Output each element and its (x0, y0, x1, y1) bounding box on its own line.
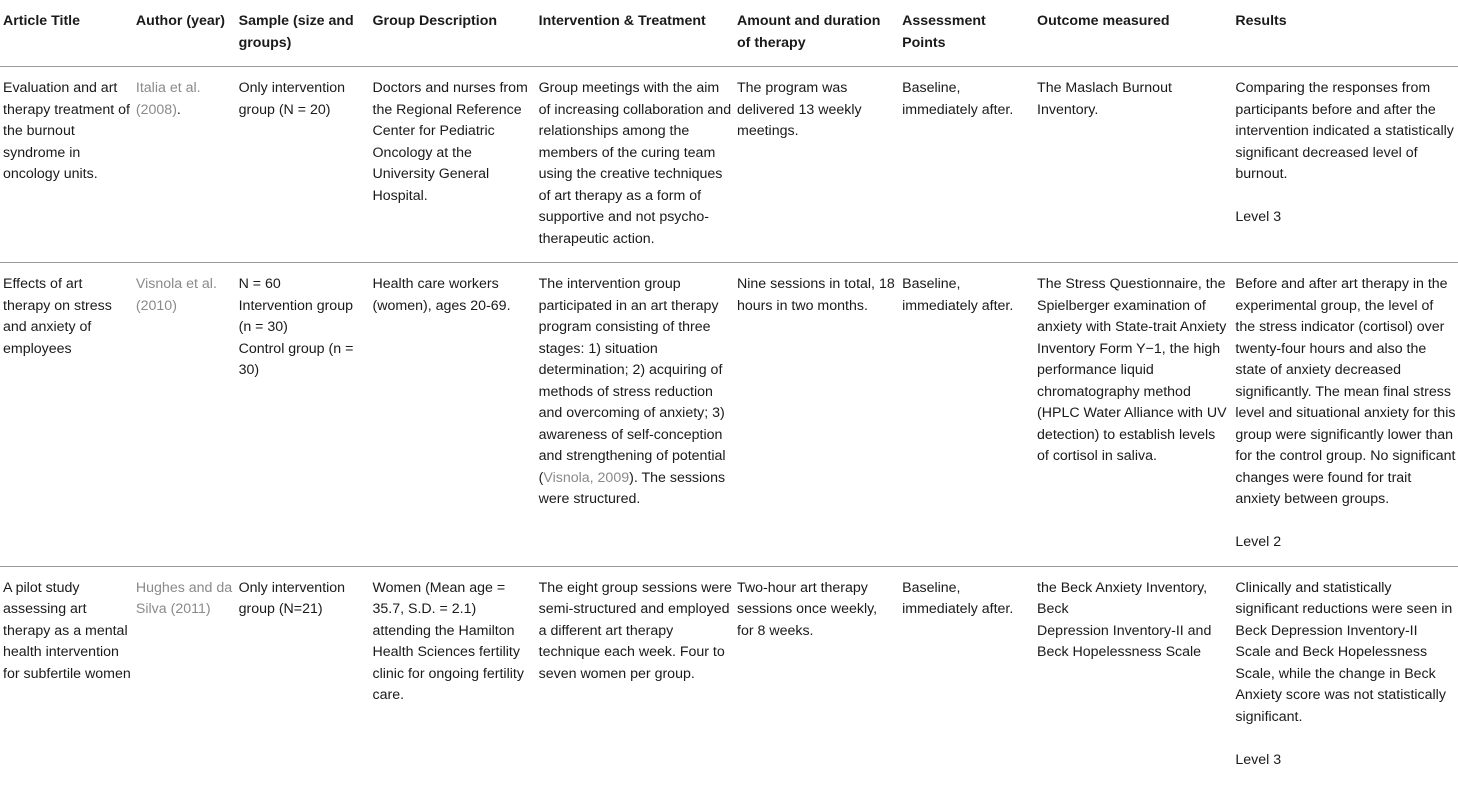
cell-intervention: The eight group sessions were semi-structured and employed a different art therapy technique each week. Four to seven women per group. (538, 579, 732, 682)
results-text: Clinically and statistically significant reductions were seen in Beck Depression Inventory-II Scale and Beck Hopelessness Scale, while the change in Beck Anxiety score was not statistically significant. (1235, 579, 1453, 725)
amount-line: Nine sessions in total, 18 (737, 276, 895, 292)
cell-group-description: Health care workers (women), ages 20-69. (372, 276, 511, 314)
cell-sample (236, 566, 370, 783)
cell-assessment: Baseline, immediately after. (902, 579, 1014, 617)
cell-article-title: A pilot study assessing art therapy as a mental health intervention for subfertile women (3, 579, 131, 682)
cell-sample (236, 67, 370, 263)
cell-assessment: Baseline, immediately after. (902, 276, 1014, 314)
cell-results (1232, 566, 1458, 783)
evidence-level: Level 2 (1235, 534, 1282, 550)
header-author-year: Author (year) (135, 13, 225, 29)
cell-intervention (536, 263, 734, 567)
sample-line: Only intervention group (N=21) (238, 579, 346, 617)
results-text: Before and after art therapy in the experimental group, the level of the stress indicator (cortisol) over twenty-four hours and also the state of anxiety decreased significantly. The mean final stress level and situational anxiety for this group were significantly lower than for the control group. No significant changes were found for trait anxiety between groups. (1235, 276, 1456, 507)
outcome-line: Depression Inventory-II and Beck Hopelessness Scale (1037, 622, 1212, 660)
cell-intervention: Group meetings with the aim of increasing collaboration and relationships among the members of the curing team using the creative techniques of art therapy as a form of supportive and not psycho-therapeutic action. (538, 80, 732, 247)
cell-results (1232, 263, 1458, 567)
sample-line: Intervention group (n = 30) (238, 297, 353, 335)
header-results: Results (1235, 13, 1287, 29)
table-row (0, 263, 1458, 567)
header-sample: Sample (size and groups) (238, 13, 354, 51)
cell-amount (734, 263, 899, 567)
sample-line: N = 60 (238, 276, 281, 292)
evidence-level: Level 3 (1235, 751, 1282, 768)
cell-amount: Two-hour art therapy sessions once weekly, for 8 weeks. (737, 579, 878, 639)
cell-author (133, 67, 236, 263)
cell-assessment: Baseline, immediately after. (902, 80, 1014, 118)
author-citation-link[interactable]: Visnola et al. (2010) (135, 276, 217, 314)
author-citation-link[interactable]: Hughes and da Silva (2011) (135, 579, 233, 617)
cell-author (133, 263, 236, 567)
outcome-line: the Beck Anxiety Inventory, Beck (1037, 579, 1208, 617)
results-text: Comparing the responses from participants before and after the intervention indicated a statistically significant decreased level of burnout. (1235, 80, 1454, 182)
cell-outcome (1034, 566, 1232, 783)
table-row (0, 67, 1458, 263)
cell-results (1232, 67, 1458, 263)
cell-outcome: The Maslach Burnout Inventory. (1037, 80, 1172, 118)
header-group-description: Group Description (372, 13, 498, 29)
cell-author (133, 566, 236, 783)
header-article-title: Article Title (3, 13, 81, 29)
intervention-text-end: ). The sessions were structured. (538, 469, 726, 507)
sample-line: Only intervention group (N = 20) (238, 80, 346, 118)
amount-line: hours in two months. (737, 297, 868, 314)
header-intervention: Intervention & Treatment (538, 13, 706, 29)
header-assessment-points: Assessment Points (902, 13, 986, 51)
intervention-text: The intervention group participated in an art therapy program consisting of three stages: 1) situation determination; 2) acquiring of methods of stress reduction and overcoming of anxiety; 3) awareness of self-conception and strengthening of potential ( (538, 276, 726, 486)
evidence-level: Level 3 (1235, 209, 1282, 225)
table-row (0, 566, 1458, 783)
author-suffix: . (176, 101, 181, 118)
cell-outcome: The Stress Questionnaire, the Spielberger examination of anxiety with State-trait Anxiety Inventory Form Y−1, the high performance liquid chromatography method (HPLC Water Alliance with UV detection) to establish levels of cortisol in saliva. (1037, 276, 1227, 464)
table-header-row (0, 0, 1458, 67)
cell-group-description: Doctors and nurses from the Regional Reference Center for Pediatric Oncology at the University General Hospital. (372, 80, 528, 204)
header-amount-duration: Amount and duration of therapy (737, 13, 881, 51)
cell-group-description: Women (Mean age = 35.7, S.D. = 2.1) attending the Hamilton Health Sciences fertility clinic for ongoing fertility care. (372, 579, 524, 703)
sample-line: Control group (n = 30) (238, 340, 354, 378)
author-citation-link[interactable]: Italia et al. (2008) (135, 80, 201, 118)
cell-article-title: Evaluation and art therapy treatment of the burnout syndrome in oncology units. (3, 80, 130, 182)
cell-article-title: Effects of art therapy on stress and anxiety of employees (3, 276, 112, 357)
header-outcome-measured: Outcome measured (1037, 13, 1170, 29)
inline-citation-link[interactable]: Visnola, 2009 (543, 469, 630, 486)
cell-amount: The program was delivered 13 weekly meetings. (737, 80, 862, 139)
cell-sample (236, 263, 370, 567)
